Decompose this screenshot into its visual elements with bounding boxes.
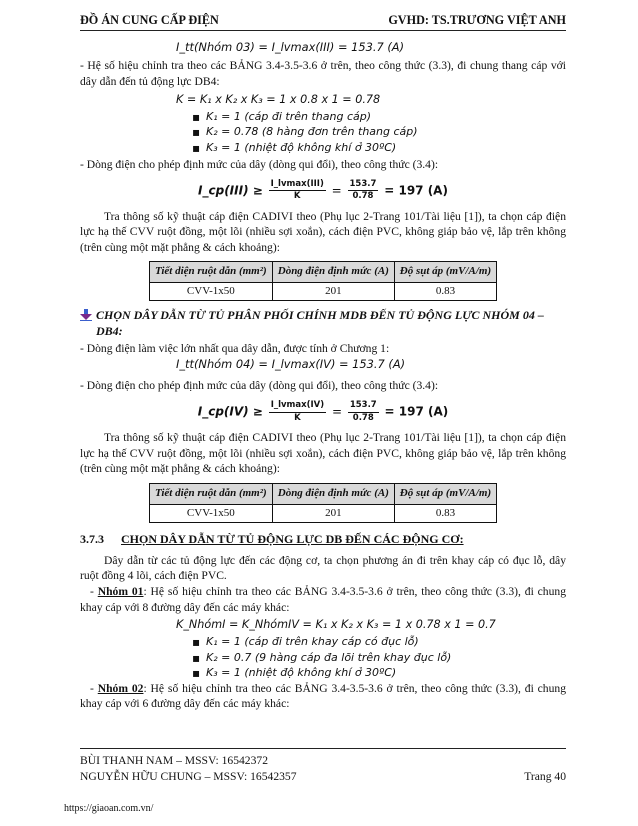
fraction-symbolic — [269, 179, 326, 203]
frac-iv-num: I_lvmax(IV) — [269, 400, 326, 412]
bullet-k3: ▪ K₃ = 1 (nhiệt độ không khí ở 30ºC) — [192, 665, 566, 680]
th-cross-section: Tiết diện ruột dẫn (mm²) — [150, 483, 273, 504]
bullet-k2: ▪ K₂ = 0.7 (9 hàng cáp đa lõi trên khay đục lỗ) — [192, 650, 566, 665]
formula-itt-nhom03: I_tt(Nhóm 03) = I_lvmax(III) = 153.7 (A) — [176, 40, 405, 54]
fraction-symbolic-iv — [269, 400, 326, 424]
formula-itt-nhom04: I_tt(Nhóm 04) = I_lvmax(IV) = 153.7 (A) — [176, 357, 406, 372]
table-row — [150, 283, 497, 301]
source-url[interactable]: https://giaoan.com.vn/ — [64, 803, 154, 814]
frac2-num: 153.7 — [348, 179, 379, 191]
th-rated-current: Dòng điện định mức (A) — [272, 262, 394, 283]
header-left: ĐỒ ÁN CUNG CẤP ĐIỆN — [80, 13, 219, 27]
cable-table-1 — [149, 261, 497, 301]
bullet-k2: ▪ K₂ = 0.78 (8 hàng đơn trên thang cáp) — [192, 124, 566, 139]
section-db4-title: CHỌN DÂY DẪN TỪ TỦ PHÂN PHỐI CHÍNH MDB ĐẾN TỦ ĐỘNG LỰC NHÓM 04 – DB4: — [96, 308, 544, 339]
page-header — [80, 12, 566, 31]
nhom01-paragraph: - Nhóm 01: Hệ số hiệu chỉnh tra theo các BẢNG 3.4-3.5-3.6 ở trên, theo công thức (3.3), đi chung khay cáp với 8 đường dây đến các máy khác: — [80, 585, 566, 614]
cell-current: 201 — [272, 283, 394, 301]
table-row — [150, 504, 497, 522]
bullet-k1: ▪ K₁ = 1 (cáp đi trên khay cáp có đục lỗ) — [192, 634, 566, 649]
cell-cable: CVV-1x50 — [150, 283, 273, 301]
th-voltage-drop: Độ sụt áp (mV/A/m) — [394, 483, 496, 504]
fraction-numeric-iv — [348, 400, 379, 424]
header-right: GVHD: TS.TRƯƠNG VIỆT ANH — [388, 13, 566, 27]
cell-current: 201 — [272, 504, 394, 522]
bullet-k1: ▪ K₁ = 1 (cáp đi trên thang cáp) — [192, 109, 566, 124]
icp-formula-iii: I_cp(III) ≥ $\frac{\text{I\_lvmax(III)}}{K}$ = $\frac{153.7}{0.78}$ = 197 (A) — [198, 178, 448, 202]
nhom02-label: Nhóm 02 — [97, 681, 144, 695]
frac-num: I_lvmax(III) — [269, 179, 326, 191]
subsection-373 — [80, 531, 566, 547]
current-intro: - Dòng điện cho phép định mức của dây (dòng qui đổi), theo công thức (3.4): — [80, 157, 439, 171]
th-cross-section: Tiết diện ruột dẫn (mm²) — [150, 262, 273, 283]
frac2-iv-num: 153.7 — [348, 400, 379, 412]
k-intro: - Hệ số hiệu chỉnh tra theo các BẢNG 3.4-3.5-3.6 ở trên, theo công thức (3.3), đi chung thang cáp với dây dẫn đến tủ động lực DB4: — [80, 59, 566, 89]
icp-formula-iv: I_cp(IV) ≥ $\frac{I\_lvmax(IV)}{K}$ = $\frac{153.7}{0.78}$ = 197 (A) — [197, 400, 449, 423]
arrow-down-icon — [80, 309, 96, 325]
bullet-k3: ▪ K₃ = 1 (nhiệt độ không khí ở 30ºC) — [192, 140, 566, 155]
section-db4-heading — [80, 307, 566, 339]
k-bullets-373 — [80, 634, 566, 680]
nhom02-paragraph: - Nhóm 02: Hệ số hiệu chỉnh tra theo các BẢNG 3.4-3.5-3.6 ở trên, theo công thức (3.3), đi chung khay cáp với 6 đường dây đến các máy khác: — [80, 681, 566, 711]
icp-iv-result: = 197 (A) — [384, 404, 449, 419]
icp-result: = 197 (A) — [384, 183, 448, 198]
db4-current-intro: - Dòng điện cho phép định mức của dây (dòng qui đổi), theo công thức (3.4): — [80, 379, 439, 393]
icp-iv-lhs: I_cp(IV) ≥ — [197, 404, 263, 419]
frac2-den: 0.78 — [352, 191, 374, 202]
k-nhom-formula: K_NhómI = K_NhómIV = K₁ x K₂ x K₃ = 1 x 0.78 x 1 = 0.7 — [176, 618, 496, 632]
nhom02-text: : Hệ số hiệu chỉnh tra theo các BẢNG 3.4-3.5-3.6 ở trên, theo công thức (3.3), đi chung khay cáp với 6 đường dây đến các máy khác: — [80, 681, 566, 711]
cable-table-2 — [149, 483, 497, 523]
icp-lhs: I_cp(III) ≥ — [198, 183, 263, 198]
page-content — [80, 40, 566, 712]
th-rated-current: Dòng điện định mức (A) — [272, 483, 394, 504]
subsection-number: 3.7.3 — [80, 531, 104, 546]
footer-author-1: BÙI THANH NAM – MSSV: 16542372 — [80, 754, 268, 767]
cadivi-paragraph-2: Tra thông số kỹ thuật cáp điện CADIVI theo (Phụ lục 2-Trang 101/Tài liệu [1]), ta chọn cáp điện lực hạ thế CVV ruột đồng, một lõi (nhiều sợi xoắn), cách điện PVC, không giáp bảo vệ, lắp trên không (trên cùng một mặt phẳng & cách khoảng): — [80, 431, 566, 476]
cell-drop: 0.83 — [394, 283, 496, 301]
th-voltage-drop: Độ sụt áp (mV/A/m) — [394, 262, 496, 283]
cell-drop: 0.83 — [394, 504, 496, 522]
page-footer — [80, 748, 566, 784]
cell-cable: CVV-1x50 — [150, 504, 273, 522]
frac2-iv-den: 0.78 — [352, 412, 374, 423]
nhom01-label: Nhóm 01 — [97, 585, 144, 599]
frac-den: K — [293, 191, 301, 202]
page-number: Trang 40 — [524, 769, 566, 783]
nhom01-text: : Hệ số hiệu chỉnh tra theo các BẢNG 3.4-3.5-3.6 ở trên, theo công thức (3.3), đi chung khay cáp với 8 đường dây đến các máy khác: — [80, 585, 566, 614]
footer-author-2: NGUYỄN HỮU CHUNG – MSSV: 16542357 — [80, 769, 297, 783]
cadivi-paragraph-1: Tra thông số kỹ thuật cáp điện CADIVI theo (Phụ lục 2-Trang 101/Tài liệu [1]), ta chọn cáp điện lực hạ thế CVV ruột đồng, một lõi (nhiều sợi xoắn), cách điện PVC, không giáp bảo vệ, lắp trên không (trên cùng một mặt phẳng & cách khoảng): — [80, 209, 566, 254]
section373-intro: Dây dẫn từ các tủ động lực đến các động cơ, ta chọn phương án đi trên khay cáp có đục lỗ, dây ruột đồng 4 lõi, cách điện PVC. — [80, 553, 566, 583]
subsection-title: CHỌN DÂY DẪN TỪ TỦ ĐỘNG LỰC DB ĐẾN CÁC ĐỘNG CƠ: — [121, 531, 464, 546]
db4-line1: - Dòng điện làm việc lớn nhất qua dây dẫn, được tính ở Chương 1: — [80, 342, 390, 356]
k-bullets — [80, 109, 566, 155]
k-formula: K = K₁ x K₂ x K₃ = 1 x 0.8 x 1 = 0.78 — [176, 92, 381, 106]
fraction-numeric — [348, 179, 379, 203]
footer-line-2 — [80, 769, 566, 785]
frac-iv-den: K — [294, 412, 301, 423]
